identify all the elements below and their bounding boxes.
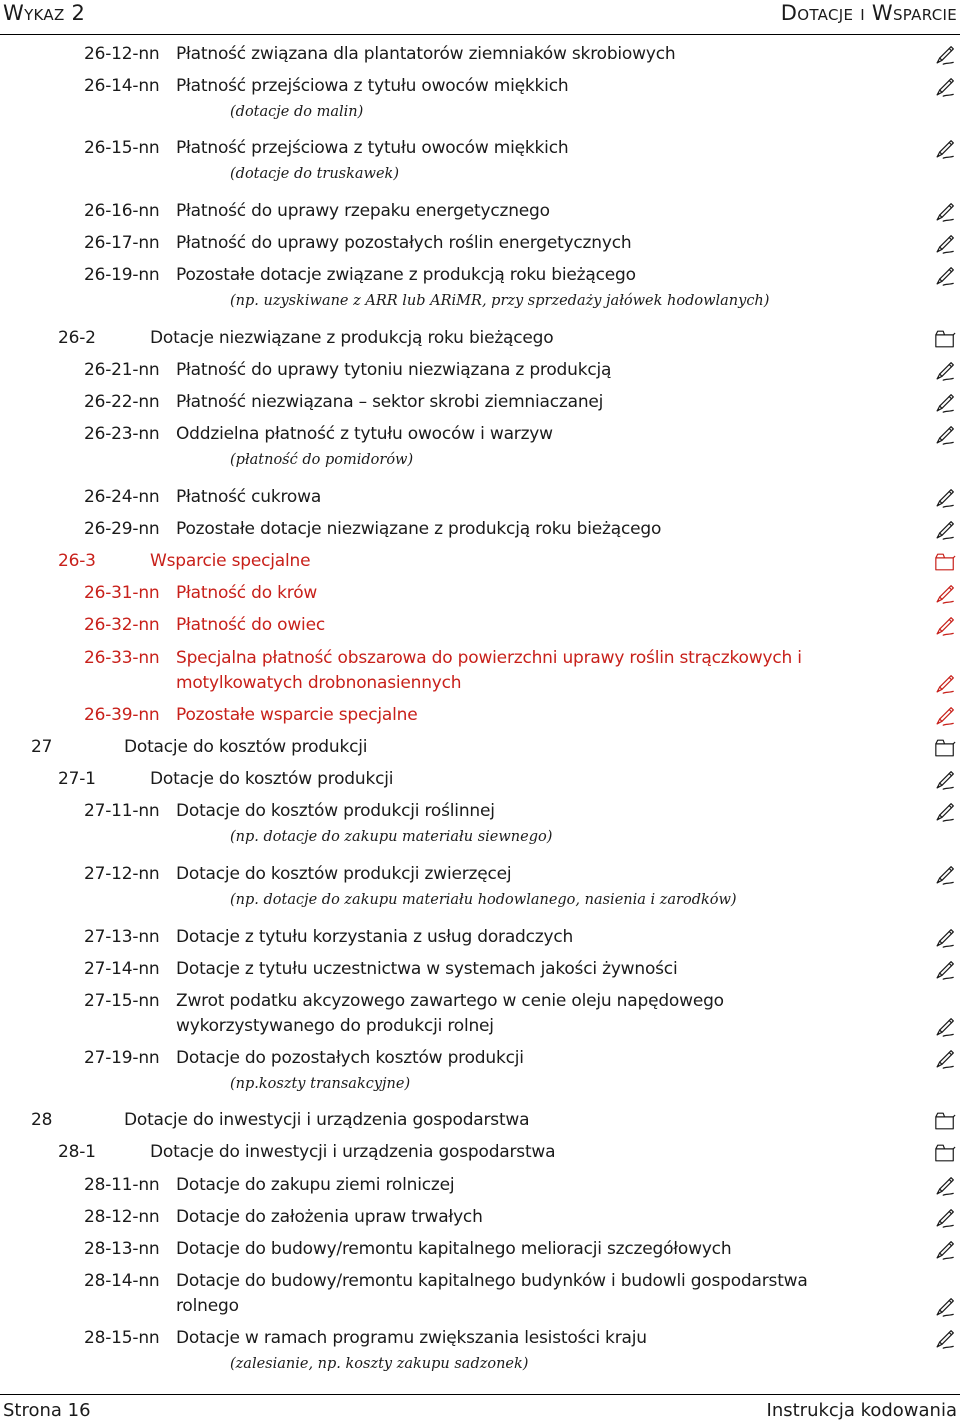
pencil-icon (934, 1328, 956, 1350)
pencil-icon (934, 201, 956, 223)
entry-title: Dotacje do pozostałych kosztów produkcji (176, 1048, 524, 1068)
entry-title: Wsparcie specjalne (150, 551, 311, 571)
pencil-icon (934, 1175, 956, 1197)
entry-title: Dotacje w ramach programu zwiększania lesistości kraju (176, 1328, 647, 1348)
entry-title: Zwrot podatku akcyzowego zawartego w cenie oleju napędowego wykorzystywanego do produkcji rolnej (176, 991, 724, 1036)
pencil-icon (934, 44, 956, 66)
folder-icon (934, 328, 956, 350)
entry-code: 26-14-nn (84, 76, 160, 96)
entry-title: Płatność do uprawy rzepaku energetycznego (176, 201, 550, 221)
entry-code: 28-11-nn (84, 1175, 160, 1195)
pencil-icon (934, 424, 956, 446)
entry-title: Dotacje do inwestycji i urządzenia gospodarstwa (150, 1142, 556, 1162)
entry-title: Dotacje niezwiązane z produkcją roku bieżącego (150, 328, 554, 348)
entry-code: 26-2 (58, 328, 96, 348)
entry-note: (dotacje do truskawek) (230, 166, 399, 182)
entry-code: 26-3 (58, 551, 96, 571)
entry-code: 26-22-nn (84, 392, 160, 412)
entry-code: 26-33-nn (84, 648, 160, 668)
pencil-icon (934, 1239, 956, 1261)
pencil-icon (934, 615, 956, 637)
pencil-icon (934, 265, 956, 287)
pencil-icon (934, 705, 956, 727)
entry-code: 26-21-nn (84, 360, 160, 380)
entry-code: 26-19-nn (84, 265, 160, 285)
entry-code: 28-1 (58, 1142, 96, 1162)
entry-code: 26-16-nn (84, 201, 160, 221)
entry-code: 26-17-nn (84, 233, 160, 253)
pencil-icon (934, 1207, 956, 1229)
entry-code: 28-13-nn (84, 1239, 160, 1259)
entry-code: 28-14-nn (84, 1271, 160, 1291)
page-header (0, 0, 960, 35)
entry-title: Płatność związana dla plantatorów ziemniaków skrobiowych (176, 44, 676, 64)
pencil-icon (934, 801, 956, 823)
pencil-icon (934, 233, 956, 255)
pencil-icon (934, 138, 956, 160)
entry-title: Specjalna płatność obszarowa do powierzchni uprawy roślin strączkowych i motylkowatych drobnonasiennych (176, 648, 802, 693)
entry-title: Dotacje do inwestycji i urządzenia gospodarstwa (124, 1110, 530, 1130)
folder-icon (934, 1142, 956, 1164)
entry-code: 27-19-nn (84, 1048, 160, 1068)
pencil-icon (934, 864, 956, 886)
entry-code: 26-24-nn (84, 487, 160, 507)
pencil-icon (934, 1048, 956, 1070)
folder-icon (934, 551, 956, 573)
entry-code: 27-11-nn (84, 801, 160, 821)
entry-title: Płatność niezwiązana – sektor skrobi ziemniaczanej (176, 392, 604, 412)
entry-code: 26-23-nn (84, 424, 160, 444)
entry-note: (zalesianie, np. koszty zakupu sadzonek) (230, 1356, 529, 1372)
entry-code: 28-15-nn (84, 1328, 160, 1348)
pencil-icon (934, 927, 956, 949)
header-right: Dotacje i Wsparcie (780, 1, 957, 25)
pencil-icon (934, 76, 956, 98)
entry-title: Dotacje do budowy/remontu kapitalnego budynków i budowli gospodarstwa rolnego (176, 1271, 808, 1316)
entry-title: Pozostałe wsparcie specjalne (176, 705, 418, 725)
entry-note: (dotacje do malin) (230, 104, 364, 120)
entry-code: 26-31-nn (84, 583, 160, 603)
entry-note: (np. uzyskiwane z ARR lub ARiMR, przy sprzedaży jałówek hodowlanych) (230, 293, 770, 309)
entry-note: (np. dotacje do zakupu materiału hodowlanego, nasienia i zarodków) (230, 892, 737, 908)
entry-title: Dotacje do kosztów produkcji (124, 737, 368, 757)
entry-code: 27-13-nn (84, 927, 160, 947)
pencil-icon (934, 769, 956, 791)
footer-right: Instrukcja kodowania (766, 1400, 957, 1421)
entry-code: 27-1 (58, 769, 96, 789)
entry-title: Oddzielna płatność z tytułu owoców i warzyw (176, 424, 553, 444)
entry-title: Dotacje do zakupu ziemi rolniczej (176, 1175, 455, 1195)
entry-title: Dotacje do założenia upraw trwałych (176, 1207, 483, 1227)
entry-code: 28 (31, 1110, 53, 1130)
entry-title: Płatność do owiec (176, 615, 325, 635)
footer-left: Strona 16 (3, 1400, 91, 1421)
page-footer (0, 1394, 960, 1427)
pencil-icon (934, 1296, 956, 1318)
pencil-icon (934, 673, 956, 695)
entry-title: Dotacje do kosztów produkcji roślinnej (176, 801, 495, 821)
pencil-icon (934, 392, 956, 414)
header-left: Wykaz 2 (3, 1, 86, 25)
folder-icon (934, 737, 956, 759)
entry-title: Dotacje do kosztów produkcji (150, 769, 394, 789)
entry-title: Płatność przejściowa z tytułu owoców miękkich (176, 76, 569, 96)
entry-title: Płatność do krów (176, 583, 318, 603)
pencil-icon (934, 360, 956, 382)
entry-code: 26-39-nn (84, 705, 160, 725)
entry-title: Płatność do uprawy pozostałych roślin energetycznych (176, 233, 632, 253)
entry-title: Dotacje do kosztów produkcji zwierzęcej (176, 864, 512, 884)
entry-note: (np.koszty transakcyjne) (230, 1076, 411, 1092)
entry-code: 27-15-nn (84, 991, 160, 1011)
pencil-icon (934, 959, 956, 981)
pencil-icon (934, 519, 956, 541)
entry-title: Płatność przejściowa z tytułu owoców miękkich (176, 138, 569, 158)
folder-icon (934, 1110, 956, 1132)
entry-note: (np. dotacje do zakupu materiału siewnego) (230, 829, 553, 845)
entry-code: 28-12-nn (84, 1207, 160, 1227)
entry-note: (płatność do pomidorów) (230, 452, 414, 468)
pencil-icon (934, 583, 956, 605)
pencil-icon (934, 487, 956, 509)
entry-title: Płatność do uprawy tytoniu niezwiązana z produkcją (176, 360, 612, 380)
entry-title: Dotacje z tytułu korzystania z usług doradczych (176, 927, 574, 947)
entry-title: Dotacje do budowy/remontu kapitalnego melioracji szczegółowych (176, 1239, 732, 1259)
entry-title: Dotacje z tytułu uczestnictwa w systemach jakości żywności (176, 959, 678, 979)
entry-title: Pozostałe dotacje związane z produkcją roku bieżącego (176, 265, 636, 285)
entry-title: Pozostałe dotacje niezwiązane z produkcją roku bieżącego (176, 519, 662, 539)
pencil-icon (934, 1016, 956, 1038)
entry-code: 27 (31, 737, 53, 757)
entry-title: Płatność cukrowa (176, 487, 322, 507)
entry-code: 26-32-nn (84, 615, 160, 635)
entry-code: 26-29-nn (84, 519, 160, 539)
entry-code: 26-12-nn (84, 44, 160, 64)
entry-code: 26-15-nn (84, 138, 160, 158)
entry-code: 27-12-nn (84, 864, 160, 884)
entry-code: 27-14-nn (84, 959, 160, 979)
